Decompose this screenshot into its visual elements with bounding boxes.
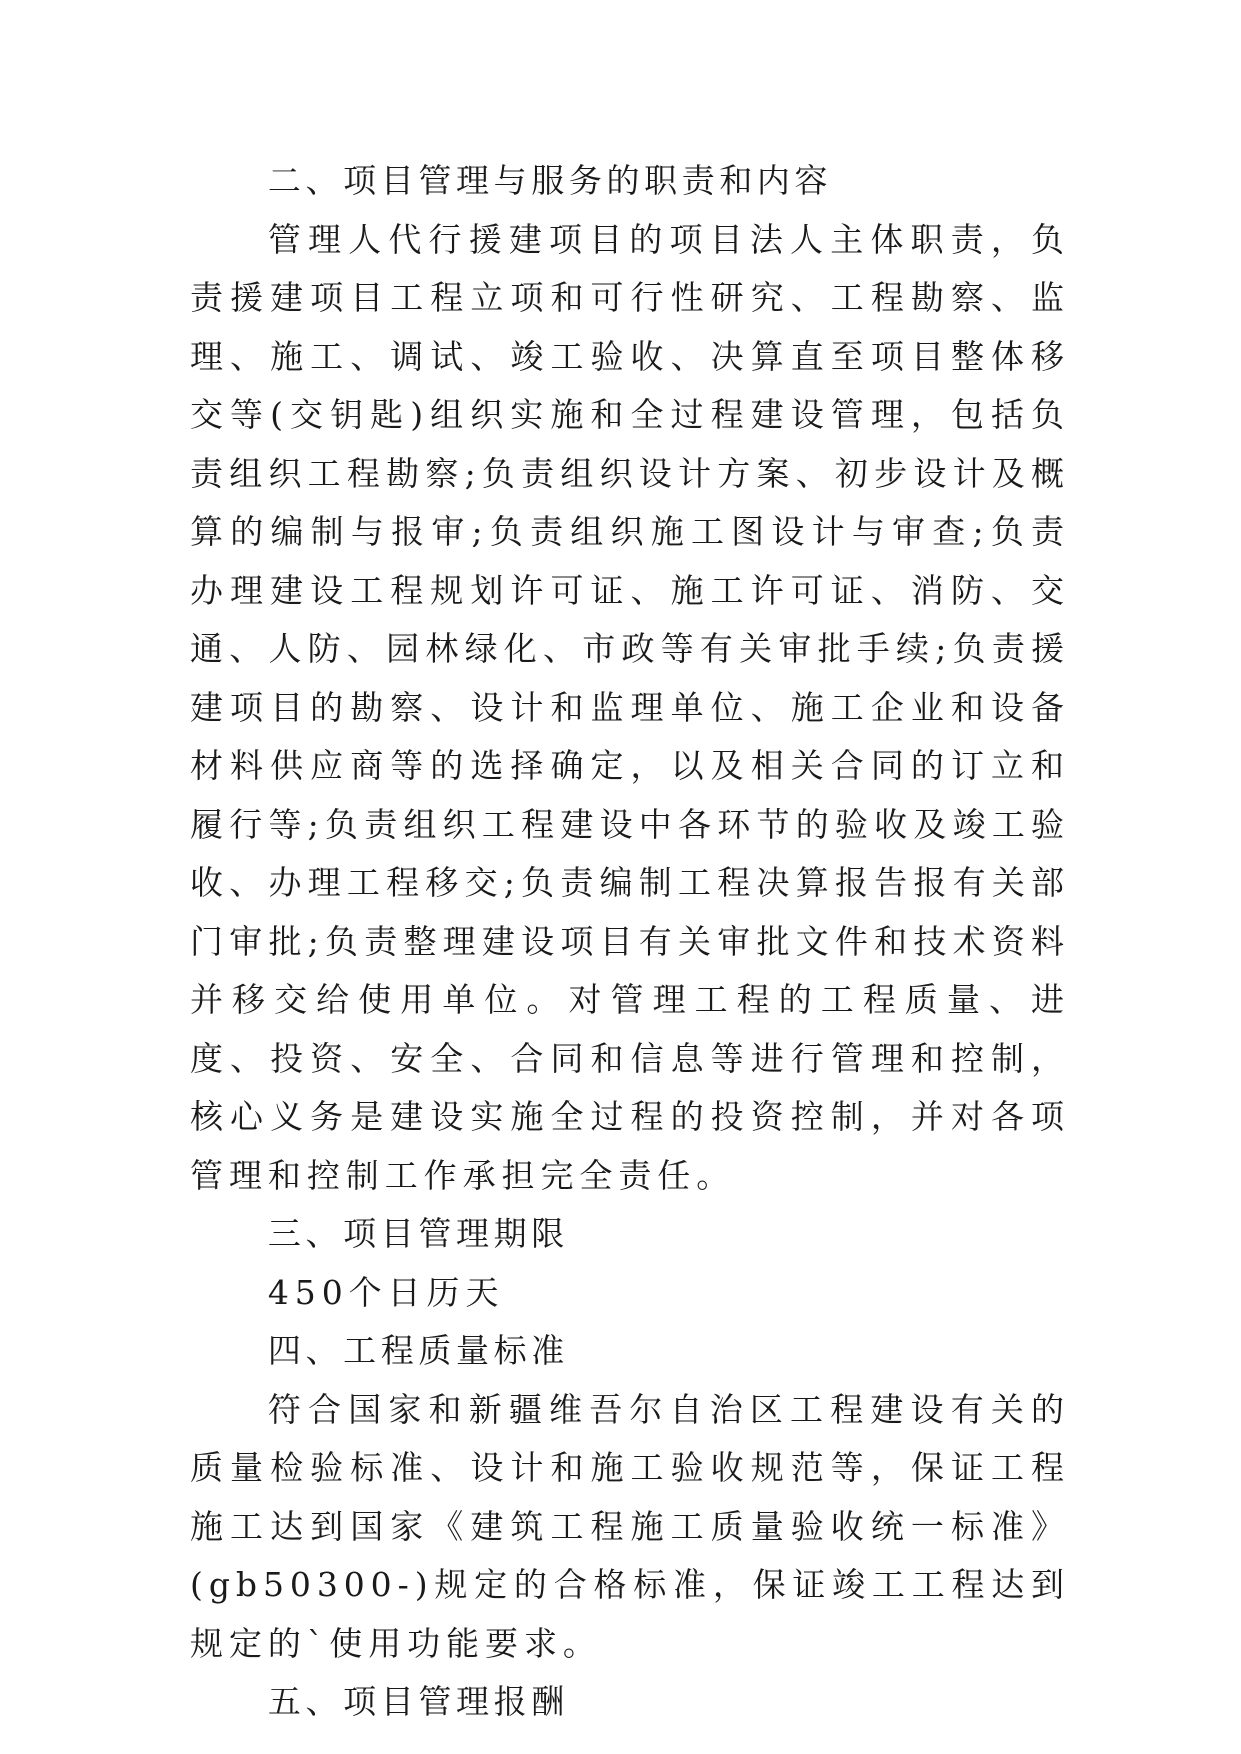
section-heading-term: 三、项目管理期限 bbox=[267, 1214, 569, 1253]
section-heading-quality: 四、工程质量标准 bbox=[267, 1331, 569, 1370]
section-heading-remuneration: 五、项目管理报酬 bbox=[267, 1682, 569, 1721]
responsibilities-paragraph: 管理人代行援建项目的项目法人主体职责，负责援建项目工程立项和可行性研究、工程勘察、监理、施工、调试、竣工验收、决算直至项目整体移交等(交钥匙)组织实施和全过程建设管理，包括负责组织工程勘察;负责组织设计方案、初步设计及概算的编制与报审;负责组织施工图设计与审查;负责办理建设工程规划许可证、施工许可证、消防、交通、人防、园林绿化、市政等有关审批手续;负责援建项目的勘察、设计和监理单位、施工企业和设备材料供应商等的选择确定，以及相关合同的订立和履行等;负责组织工程建设中各环节的验收及竣工验收、办理工程移交;负责编制工程决算报告报有关部门审批;负责整理建设项目有关审批文件和技术资料并移交给使用单位。对管理工程的工程质量、进度、投资、安全、合同和信息等进行管理和控制，核心义务是建设实施全过程的投资控制，并对各项管理和控制工作承担完全责任。 bbox=[190, 219, 1070, 1195]
document-body bbox=[190, 152, 1070, 1732]
term-paragraph: 450个日历天 bbox=[267, 1272, 505, 1312]
section-heading-responsibilities: 二、项目管理与服务的职责和内容 bbox=[267, 161, 833, 200]
quality-paragraph: 符合国家和新疆维吾尔自治区工程建设有关的质量检验标准、设计和施工验收规范等，保证工程施工达到国家《建筑工程施工质量验收统一标准》(gb50300-)规定的合格标准，保证竣工工程达到规定的`使用功能要求。 bbox=[190, 1389, 1070, 1663]
